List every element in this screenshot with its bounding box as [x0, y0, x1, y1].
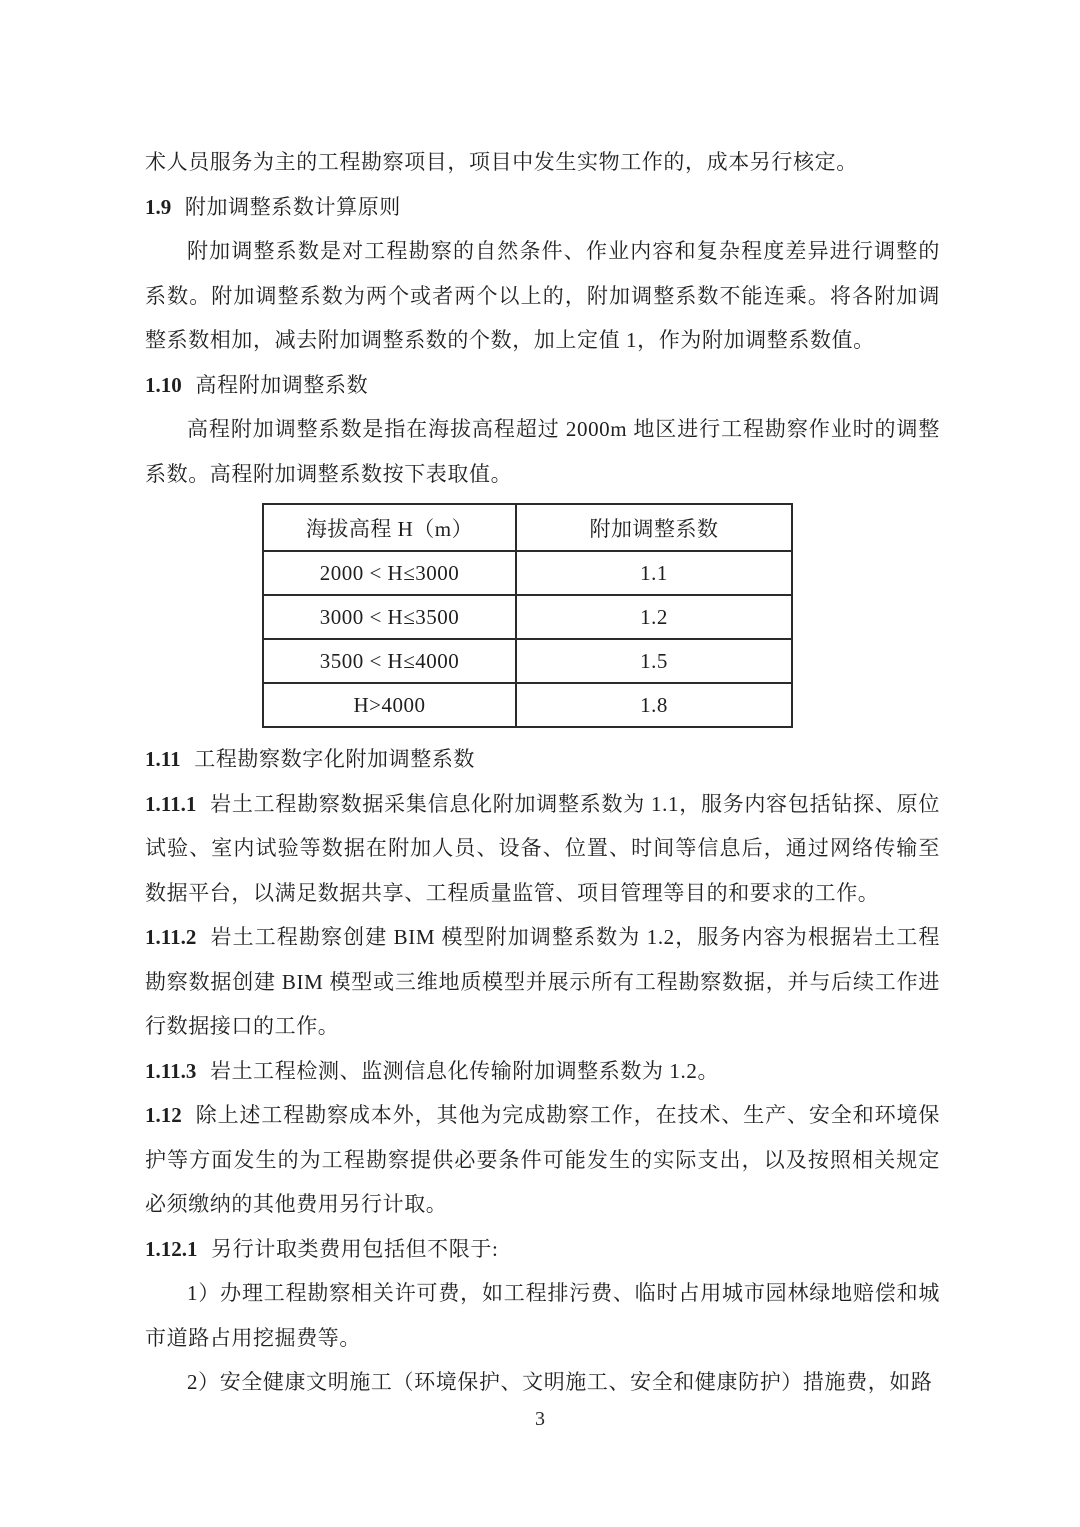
table-row — [263, 595, 792, 639]
factor-value-cell: 1.1 — [516, 551, 792, 595]
section-number: 1.11.2 — [145, 925, 197, 949]
elevation-factor-table — [262, 503, 793, 728]
paragraph — [145, 140, 940, 185]
elevation-range-cell: 3500 < H≤4000 — [263, 639, 516, 683]
paragraph — [145, 407, 940, 496]
paragraph-text: 附加调整系数计算原则 — [184, 194, 401, 219]
paragraph — [145, 1271, 940, 1360]
section-number: 1.12.1 — [145, 1236, 198, 1261]
paragraph-text: 附加调整系数是对工程勘察的自然条件、作业内容和复杂程度差异进行调整的系数。附加调整系数为两个或者两个以上的，附加调整系数不能连乘。将各附加调整系数相加，减去附加调整系数的个数，加上定值 1，作为附加调整系数值。 — [145, 239, 940, 352]
table-row — [263, 551, 792, 595]
numbered-section — [145, 1093, 940, 1227]
factor-value-cell: 1.2 — [516, 595, 792, 639]
elevation-range-cell: 3000 < H≤3500 — [263, 595, 516, 639]
table-header-cell: 海拔高程 H（m） — [263, 504, 516, 551]
paragraph-text: 高程附加调整系数是指在海拔高程超过 2000m 地区进行工程勘察作业时的调整系数。高程附加调整系数按下表取值。 — [145, 417, 940, 486]
numbered-section — [145, 782, 940, 916]
section-number: 1.11.1 — [145, 791, 197, 816]
paragraph — [145, 1360, 940, 1405]
section-number: 1.10 — [145, 372, 182, 397]
paragraph-text: 除上述工程勘察成本外，其他为完成勘察工作，在技术、生产、安全和环境保护等方面发生的为工程勘察提供必要条件可能发生的实际支出，以及按照相关规定必须缴纳的其他费用另行计取。 — [145, 1103, 940, 1216]
table-row — [263, 683, 792, 727]
table-row — [263, 639, 792, 683]
elevation-range-cell: H>4000 — [263, 683, 516, 727]
section-number: 1.12 — [145, 1103, 182, 1127]
paragraph-text: 另行计取类费用包括但不限于: — [211, 1236, 499, 1261]
page-number: 3 — [535, 1408, 545, 1430]
numbered-section — [145, 1049, 940, 1094]
numbered-section — [145, 915, 940, 1049]
paragraph-text: 岩土工程检测、监测信息化传输附加调整系数为 1.2。 — [209, 1058, 720, 1083]
paragraph-text: 2）安全健康文明施工（环境保护、文明施工、安全和健康防护）措施费，如路 — [187, 1370, 933, 1394]
paragraph — [145, 229, 940, 363]
elevation-range-cell: 2000 < H≤3000 — [263, 551, 516, 595]
section-number: 1.11.3 — [145, 1058, 197, 1083]
paragraph-text: 岩土工程勘察数据采集信息化附加调整系数为 1.1，服务内容包括钻探、原位试验、室内试验等数据在附加人员、设备、位置、时间等信息后，通过网络传输至数据平台，以满足数据共享、工程质量监管、项目管理等目的和要求的工作。 — [145, 791, 940, 905]
document-body — [145, 140, 940, 1405]
section-number: 1.11 — [145, 747, 181, 771]
numbered-section — [145, 185, 940, 230]
paragraph-text: 高程附加调整系数 — [195, 372, 369, 397]
paragraph-text: 术人员服务为主的工程勘察项目，项目中发生实物工作的，成本另行核定。 — [145, 150, 858, 174]
numbered-section — [145, 737, 940, 782]
paragraph-text: 岩土工程勘察创建 BIM 模型附加调整系数为 1.2，服务内容为根据岩土工程勘察数据创建 BIM 模型或三维地质模型并展示所有工程勘察数据，并与后续工作进行数据接口的工作。 — [145, 925, 940, 1038]
paragraph-text: 工程勘察数字化附加调整系数 — [194, 747, 476, 771]
numbered-section — [145, 1227, 940, 1272]
table-header-cell: 附加调整系数 — [516, 504, 792, 551]
paragraph-text: 1）办理工程勘察相关许可费，如工程排污费、临时占用城市园林绿地赔偿和城市道路占用挖掘费等。 — [145, 1281, 940, 1350]
table-header-row — [263, 504, 792, 551]
numbered-section — [145, 363, 940, 408]
factor-value-cell: 1.8 — [516, 683, 792, 727]
section-number: 1.9 — [145, 194, 172, 219]
factor-value-cell: 1.5 — [516, 639, 792, 683]
